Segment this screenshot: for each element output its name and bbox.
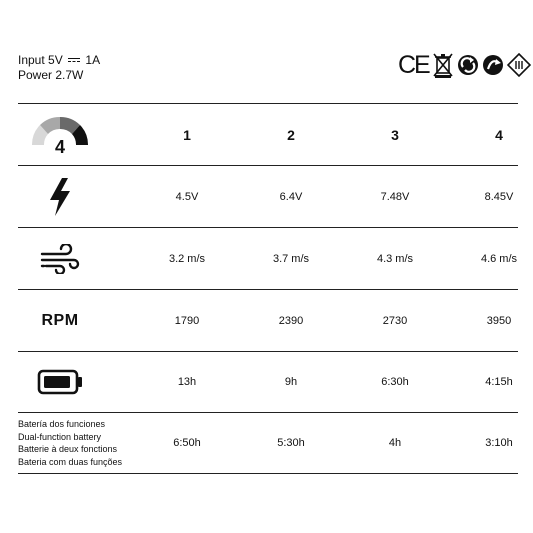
divider	[18, 473, 518, 474]
ce-mark: CE	[398, 51, 429, 79]
speed-level-label: 4	[54, 136, 66, 157]
power-spec: Power 2.7W	[18, 68, 84, 82]
airflow-value: 3.2 m/s	[168, 252, 206, 265]
rpm-label-cell	[18, 290, 102, 351]
speed-level-4: 4	[495, 126, 503, 143]
weee-crossed-bin-icon	[432, 51, 454, 79]
dual-battery-label-fr: Batterie à deux fonctions	[18, 444, 118, 454]
airflow-row	[18, 228, 518, 289]
recycle-icon	[482, 54, 504, 76]
rpm-value: 2390	[278, 314, 304, 327]
dual-battery-label-en: Dual-function battery	[18, 431, 102, 442]
battery-runtime: 9h	[284, 376, 298, 388]
rpm-value: 3950	[486, 314, 512, 327]
dual-battery-runtime: 3:10h	[485, 437, 513, 449]
dual-battery-labels	[18, 413, 122, 473]
rpm-label: RPM	[41, 311, 79, 329]
dual-battery-row	[18, 413, 518, 473]
battery-runtime: 6:30h	[381, 376, 409, 388]
dual-battery-runtime: 5:30h	[277, 437, 305, 449]
lightning-icon	[48, 178, 72, 216]
battery-runtime: 13h	[177, 376, 197, 388]
rpm-value: 1790	[174, 314, 200, 327]
dual-battery-runtime: 4h	[388, 437, 402, 449]
input-spec	[18, 53, 100, 68]
speed-gauge	[18, 104, 102, 165]
battery-runtime: 4:15h	[485, 376, 513, 388]
rpm-row	[18, 290, 518, 351]
battery-row	[18, 352, 518, 412]
dual-battery-label-pt: Bateria com duas funções	[18, 456, 123, 467]
voltage-row	[18, 166, 518, 227]
voltage-value: 7.48V	[380, 190, 410, 203]
airflow-icon-cell	[18, 228, 102, 289]
wind-icon	[40, 244, 80, 274]
battery-icon-cell	[18, 352, 102, 412]
speed-level-1: 1	[183, 126, 191, 143]
power-specs	[18, 53, 100, 83]
header-row	[18, 104, 518, 165]
green-dot-icon	[457, 54, 479, 76]
voltage-value: 4.5V	[175, 190, 199, 203]
airflow-value: 4.6 m/s	[480, 252, 518, 265]
battery-icon	[37, 369, 83, 395]
airflow-value: 3.7 m/s	[272, 252, 310, 265]
input-voltage: Input 5V	[18, 53, 63, 67]
certification-marks	[398, 50, 531, 80]
rpm-value: 2730	[382, 314, 408, 327]
dual-battery-runtime: 6:50h	[173, 437, 201, 449]
dual-battery-label-es: Batería dos funciones	[18, 419, 106, 429]
airflow-value: 4.3 m/s	[376, 252, 414, 265]
double-insulation-class-icon	[507, 53, 531, 77]
dc-current-icon	[68, 57, 80, 64]
voltage-value: 8.45V	[484, 190, 514, 203]
input-current: 1A	[85, 53, 101, 67]
speed-level-3: 3	[391, 126, 399, 143]
speed-level-2: 2	[287, 126, 295, 143]
voltage-icon-cell	[18, 166, 102, 227]
voltage-value: 6.4V	[279, 190, 303, 203]
